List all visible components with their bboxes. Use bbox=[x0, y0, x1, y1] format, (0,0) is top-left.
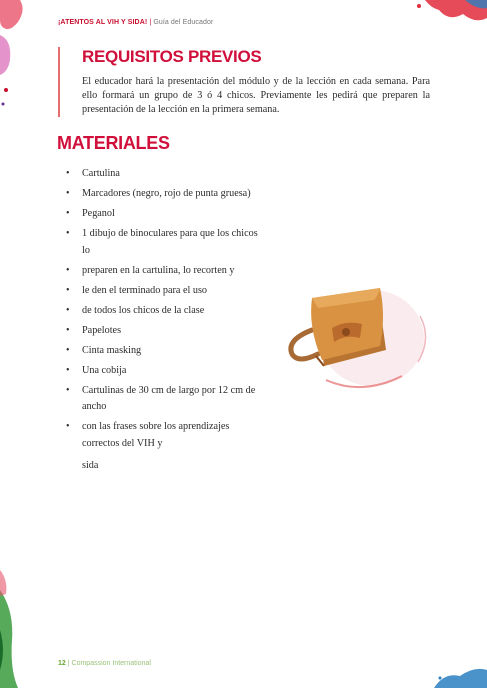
footer-separator: | bbox=[67, 660, 70, 667]
page-number: 12 bbox=[58, 660, 66, 667]
satchel-bag-icon bbox=[282, 276, 432, 396]
materials-list bbox=[66, 166, 266, 478]
list-item: • preparen en la cartulina, lo recorten y bbox=[66, 263, 266, 280]
prerequisites-section bbox=[58, 47, 430, 117]
list-item: • Cartulina bbox=[66, 166, 266, 183]
prerequisites-heading: REQUISITOS PREVIOS bbox=[82, 47, 262, 66]
list-item: • Una cobija bbox=[66, 363, 266, 380]
running-header bbox=[58, 19, 213, 26]
list-item: • Papelotes bbox=[66, 323, 266, 340]
footer-organization: Compassion International bbox=[71, 660, 151, 667]
page-footer bbox=[58, 660, 151, 667]
header-brand: ¡ATENTOS AL VIH Y SIDA! bbox=[58, 19, 148, 26]
list-item: • Peganol bbox=[66, 206, 266, 223]
paint-splash-top-right bbox=[405, 0, 487, 30]
list-item: • Marcadores (negro, rojo de punta gruesa) bbox=[66, 186, 266, 203]
prerequisites-text: El educador hará la presentación del módulo y de la lección en cada semana. Para ello formará un grupo de 3 ó 4 chicos. Previamente les pedirá que preparen la presentación de la lección en la primera semana. bbox=[82, 76, 430, 115]
paint-splash-bottom-right bbox=[420, 664, 487, 688]
header-guide-title: Guía del Educador bbox=[153, 19, 214, 26]
header-separator: | bbox=[149, 19, 152, 26]
list-item: • Cartulinas de 30 cm de largo por 12 cm de ancho bbox=[66, 383, 266, 416]
materials-heading: MATERIALES bbox=[57, 133, 170, 153]
list-item: • con las frases sobre los aprendizajes correctos del VIH y bbox=[66, 419, 266, 452]
list-item: • Cinta masking bbox=[66, 343, 266, 360]
list-item: • 1 dibujo de binoculares para que los chicos lo bbox=[66, 226, 266, 259]
paint-splash-bottom-left bbox=[0, 570, 26, 688]
list-item: sida bbox=[82, 460, 99, 471]
paint-splash-top-left bbox=[0, 0, 30, 110]
list-item: • de todos los chicos de la clase bbox=[66, 303, 266, 320]
list-item: • le den el terminado para el uso bbox=[66, 283, 266, 300]
